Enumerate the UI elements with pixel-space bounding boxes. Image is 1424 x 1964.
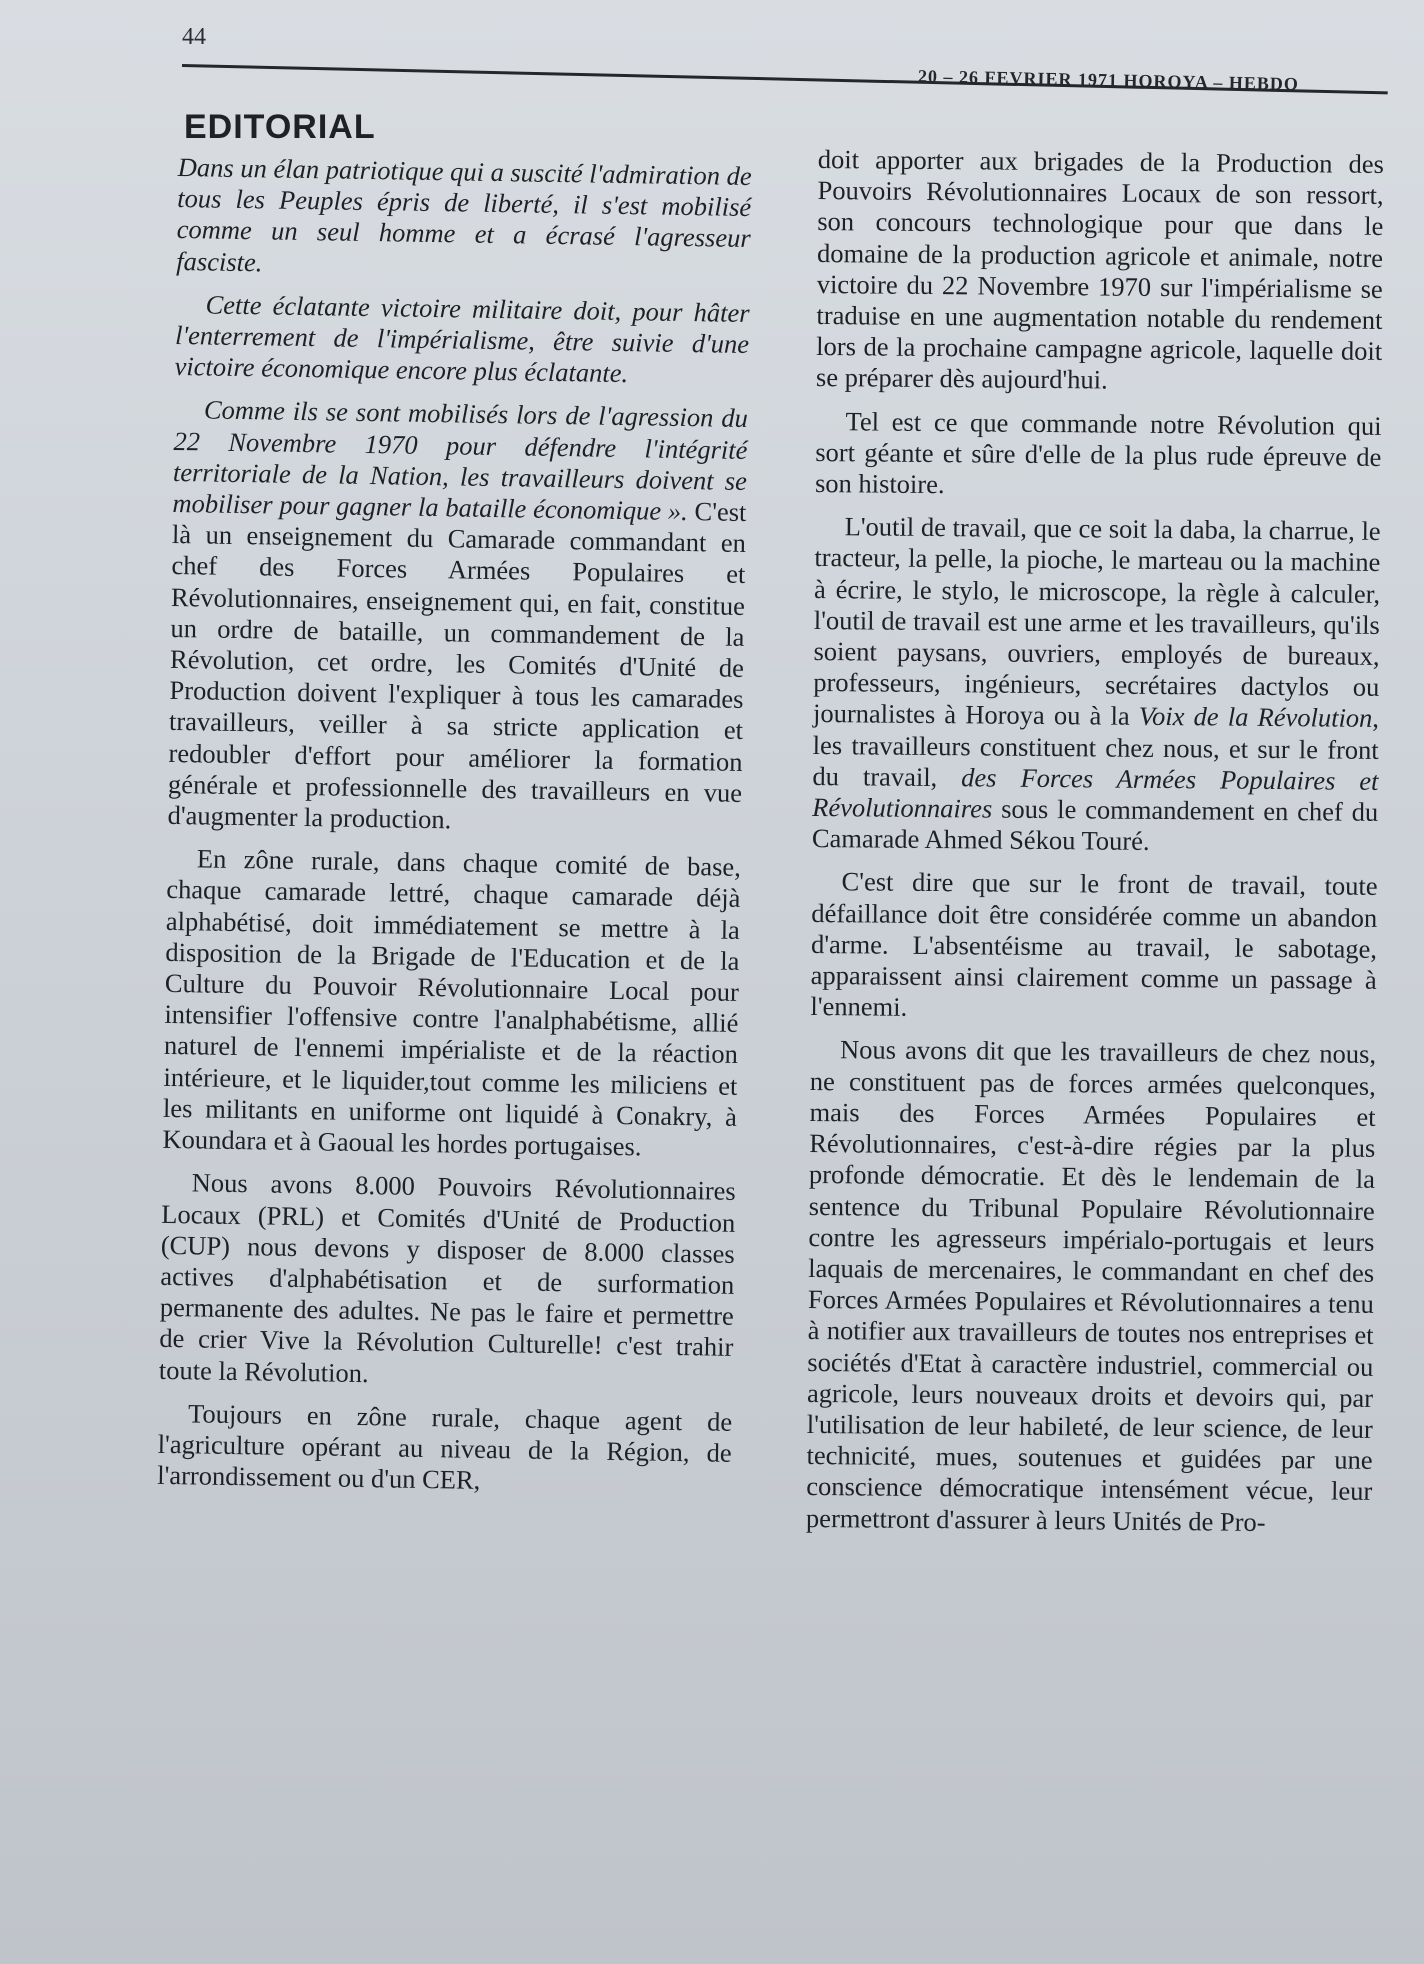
running-head: 20 – 26 FEVRIER 1971 HOROYA – HEBDO [917, 66, 1300, 94]
paragraph: Toujours en zône rurale, chaque agent de l'agriculture opérant au niveau de la Région, de l'arrondissement ou d'un CER, [156, 1398, 733, 1496]
left-column [157, 152, 752, 1512]
paragraph [167, 394, 748, 840]
paragraph: En zône rurale, dans chaque comité de base, chaque camarade lettré, chaque camarade déjà alphabétisé, doit immédiatement se mettre à la disposition de la Brigade de l'Education et de la Culture du Pouvoir Révolutionnaire Local pour intensifier l'offensive contre l'analphabétisme, allié naturel de l'ennemi impérialiste et de la réaction intérieure, et le liquider,tout comme les miliciens et les militants en uniforme ont liquidé à Conakry, à Koundara et à Gaoual les hordes portugaises. [162, 843, 742, 1162]
paragraph: Nous avons dit que les travailleurs de chez nous, ne constituent pas de forces armées quelconques, mais des Forces Armées Populaires et Révolutionnaires, c'est-à-dire régies par la plus profonde démocratie. Et dès le lendemain de la sentence du Tribunal Populaire Révolutionnaire contre les agresseurs impérialo-portugais et leurs laquais de mercenaires, le commandant en chef des Forces Armées Populaires et Révolutionnaires a tenu à notifier aux travailleurs de toutes nos entreprises et sociétés d'Etat à caractère industriel, commercial ou agricole, leurs nouveaux droits et devoirs qui, par l'utilisation de leur habileté, de leur science, de leur technicité, mues, soutenues et guidées par une conscience démocratique intensément vécue, leur permettront d'assurer à leurs Unités de Pro- [805, 1034, 1377, 1537]
italic-text: Voix de la Révolution [1138, 701, 1373, 734]
paragraph-text: L'outil de travail, que ce soit la daba, la charrue, le tracteur, la pelle, la pioche, le marteau ou la machine à écrire, le stylo, le microscope, la règle à calculer, l'outil de travail est une arme et les travailleurs, qu'ils soient paysans, ouvriers, employés de bureaux, professeurs, ingénieurs, secrétaires dactylos ou journalistes à Horoya ou à la [812, 511, 1381, 732]
paragraph-text: sous le commandement en chef du Camarade Ahmed Sékou Touré. [811, 793, 1379, 857]
page-number: 44 [182, 24, 206, 50]
paragraph-text: , les travailleurs constituent chez nous, et sur le front du travail, [812, 703, 1380, 793]
paragraph: Cette éclatante victoire militaire doit, pour hâter l'enterrement de l'impérialisme, être suivie d'une victoire économique encore plus éclatante. [174, 289, 750, 389]
paragraph: Tel est ce que commande notre Révolution qui sort géante et sûre d'elle de la plus rude épreuve de son histoire. [814, 405, 1382, 500]
paragraph: Dans un élan patriotique qui a suscité l'admiration de tous les Peuples épris de liberté, il s'est mobilisé comme un seul homme et a écrasé l'agresseur fasciste. [176, 152, 752, 277]
right-column [806, 144, 1384, 1551]
paragraph-text: C'est là un enseignement du Camarade commandant en chef des Forces Armées Populaires et Révolutionnaires, enseignement qui, en fait, constitue un ordre de bataille, un commandement de la Révolution, cet ordre, les Comités d'Unité de Production doivent l'expliquer à tous les camarades travailleurs, veiller à sa stricte application et redoubler d'effort pour améliorer la formation générale et professionnelle des travailleurs en vue d'augmenter la production. [167, 496, 747, 835]
paragraph: Nous avons 8.000 Pouvoirs Révolutionnaires Locaux (PRL) et Comités d'Unité de Production (CUP) nous devons y disposer de 8.000 classes actives d'alphabétisation et de surformation permanente des adultes. Ne pas le faire et permettre de crier Vive la Révolution Culturelle! c'est trahir toute la Révolution. [158, 1167, 736, 1388]
italic-text: des Forces Armées Populaires et Révolutionnaires [812, 762, 1379, 824]
editorial-title: EDITORIAL [184, 108, 376, 146]
quote-text: Comme ils se sont mobilisés lors de l'agression du 22 Novembre 1970 pour défendre l'intégrité territoriale de la Nation, les travailleurs doivent se mobiliser pour gagner la bataille économique ». [172, 394, 749, 527]
paragraph: C'est dire que sur le front de travail, toute défaillance doit être considérée comme un abandon d'arme. L'absentéisme au travail, le sabotage, apparaissent ainsi clairement comme un passage à l'ennemi. [810, 866, 1378, 1023]
paragraph: doit apporter aux brigades de la Production des Pouvoirs Révolutionnaires Locaux de son ressort, son concours technologique pour que dans le domaine de la production agricole et animale, notre victoire du 22 Novembre 1970 sur l'impérialisme se traduise en une augmentation notable du rendement lors de la prochaine campagne agricole, laquelle doit se préparer dès aujourd'hui. [815, 144, 1384, 395]
paragraph [812, 511, 1381, 859]
